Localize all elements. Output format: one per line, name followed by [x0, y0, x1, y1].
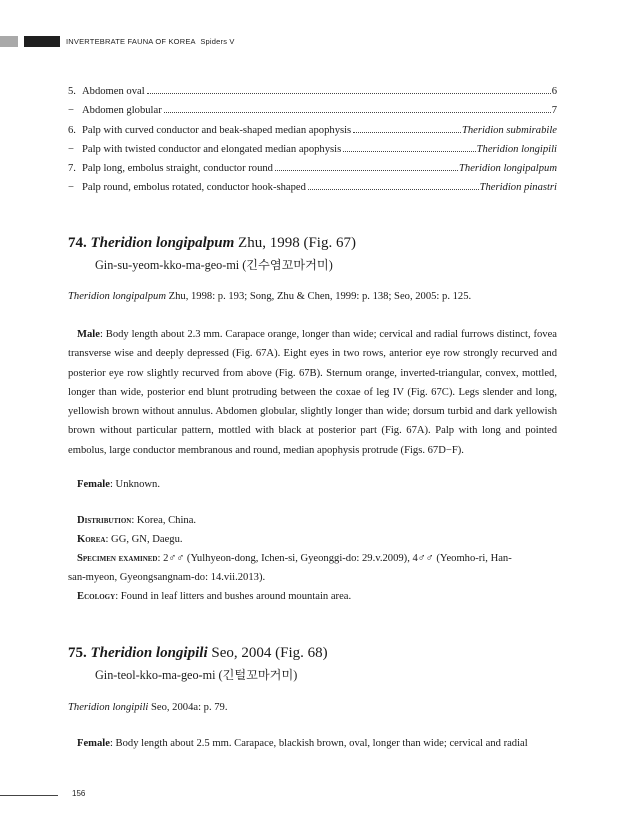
header-dark-bar: [24, 36, 60, 47]
key-number: 7.: [68, 163, 76, 175]
key-result: Theridion submirabile: [461, 124, 557, 136]
distribution-label: Distribution: [77, 515, 132, 526]
ecology-label: Ecology: [77, 591, 116, 602]
key-text: Palp with curved conductor and beak-shaped median apophysis: [82, 124, 352, 136]
synonymy-name: Theridion longipalpum: [68, 291, 166, 302]
figure-ref: (Fig. 68): [275, 645, 328, 661]
dot-leader: [164, 112, 551, 113]
running-header: [66, 36, 235, 47]
specimens-examined: [77, 553, 512, 564]
distribution: [77, 515, 196, 526]
header-series: Spiders V: [200, 37, 235, 46]
header-book-title: INVERTEBRATE FAUNA OF KOREA: [66, 37, 196, 46]
key-text: Palp round, embolus rotated, conductor hook-shaped: [82, 182, 306, 194]
key-number: 6.: [68, 124, 76, 136]
specimen-label: Specimen examined: [77, 553, 158, 564]
species-75-korean-name: Gin-teol-kko-ma-geo-mi (긴털꼬마거미): [95, 668, 298, 682]
species-74-title: [68, 235, 356, 252]
male-label: Male: [77, 329, 100, 340]
key-text: Abdomen oval: [82, 86, 145, 97]
species-74-synonymy: [68, 291, 471, 302]
species-name: Theridion longipili: [90, 645, 208, 661]
species-name: Theridion longipalpum: [90, 235, 235, 251]
page-number: 156: [72, 789, 86, 798]
species-74-korean-name: Gin-su-yeom-kko-ma-geo-mi (긴수염꼬마거미): [95, 258, 333, 272]
footer-rule: [0, 795, 58, 796]
male-text: : Body length about 2.3 mm. Carapace orange, longer than wide; cervical and radial furrows distinct, fovea transverse wise and deeply depressed (Fig. 67A). Eight eyes in two rows, anterior eye row strongly recurved and posterior eye row slightly recurved from above (Fig. 67B). Sternum orange, inverted-triangular, convex, mottled, longer than wide, posterior end blunt protruding between the coxae of leg IV (Fig. 67C). Legs slender and long, yellowish brown without annulus. Abdomen globular, slightly longer than wide; dorsum turbid and dark yellowish brown without particular pattern, mottled with black at posterior part (Fig. 67A). Palp with long and pointed embolus, large conductor membranous and round, median apophysis protrude (Figs. 67D−F).: [68, 329, 557, 456]
synonymy-name: Theridion longipili: [68, 702, 149, 713]
key-result: Theridion longipalpum: [459, 163, 557, 175]
female-label: Female: [77, 479, 110, 490]
korea-text: : GG, GN, Daegu.: [105, 534, 183, 545]
specimen-text: : 2♂♂ (Yulhyeon-dong, Ichen-si, Gyeonggi-do: 29.v.2009), 4♂♂ (Yeomho-ri, Han-: [157, 553, 512, 564]
key-result: 6: [551, 86, 557, 97]
korea-label: Korea: [77, 534, 106, 545]
dot-leader: [343, 151, 475, 152]
species-75-title: [68, 645, 328, 662]
key-text: Abdomen globular: [82, 105, 162, 117]
species-author: Zhu, 1998: [238, 235, 300, 251]
synonymy-references: Seo, 2004a: p. 79.: [148, 702, 228, 713]
female-text: : Unknown.: [109, 479, 160, 490]
female-text: : Body length about 2.5 mm. Carapace, blackish brown, oval, longer than wide; cervical and radial: [109, 738, 528, 749]
synonymy-references: Zhu, 1998: p. 193; Song, Zhu & Chen, 1999: p. 138; Seo, 2005: p. 125.: [166, 291, 472, 302]
identification-key: [68, 86, 557, 202]
species-number: 75.: [68, 645, 87, 661]
key-number: −: [68, 105, 74, 117]
female-description: [77, 479, 160, 490]
korea-localities: [77, 534, 183, 545]
key-result: Theridion pinastri: [479, 182, 557, 194]
ecology-text: : Found in leaf litters and bushes around mountain area.: [115, 591, 352, 602]
species-author: Seo, 2004: [211, 645, 272, 661]
specimens-examined-continued: san-myeon, Gyeongsangnam-do: 14.vii.2013).: [68, 572, 266, 583]
key-number: −: [68, 182, 74, 194]
dot-leader: [147, 93, 551, 94]
female-label: Female: [77, 738, 110, 749]
distribution-text: : Korea, China.: [131, 515, 197, 526]
header-grey-bar: [0, 36, 18, 47]
species-75-synonymy: [68, 702, 228, 713]
key-result: Theridion longipili: [476, 143, 557, 155]
species-number: 74.: [68, 235, 87, 251]
male-description: [68, 325, 557, 460]
key-row: [68, 105, 557, 124]
dot-leader: [308, 189, 479, 190]
figure-ref: (Fig. 67): [303, 235, 356, 251]
key-row: [68, 125, 557, 144]
key-text: Palp with twisted conductor and elongated median apophysis: [82, 143, 342, 155]
ecology: [77, 591, 351, 602]
key-row: [68, 182, 557, 201]
key-number: 5.: [68, 86, 76, 97]
female-description-75: [77, 738, 528, 749]
key-row: [68, 163, 557, 182]
key-number: −: [68, 143, 74, 155]
dot-leader: [353, 132, 461, 133]
key-row: [68, 144, 557, 163]
dot-leader: [275, 170, 458, 171]
key-row: [68, 86, 557, 105]
key-result: 7: [551, 105, 557, 117]
key-text: Palp long, embolus straight, conductor round: [82, 163, 273, 175]
